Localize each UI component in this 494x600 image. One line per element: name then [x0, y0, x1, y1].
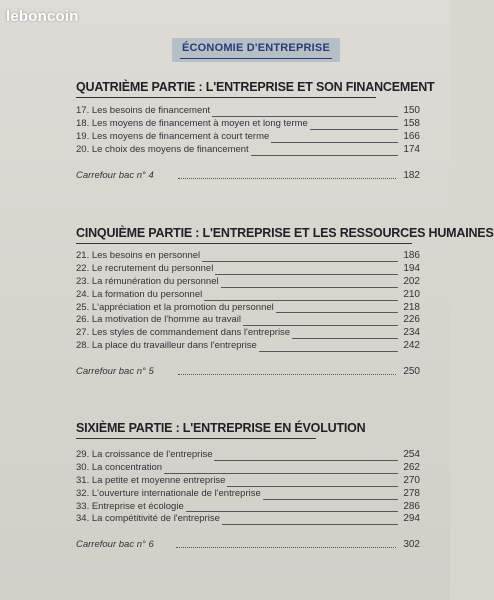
- carrefour-4: Carrefour bac n° 4 182: [76, 170, 420, 181]
- toc-list-5: [76, 250, 420, 353]
- toc-row: 24. La formation du personnel 210: [76, 288, 420, 300]
- part-rule-4: [76, 97, 376, 98]
- toc-row: 34. La compétitivité de l'entreprise 294: [76, 513, 420, 525]
- toc-row: 22. Le recrutement du personnel 194: [76, 262, 420, 274]
- toc-list-4: [76, 105, 420, 157]
- section-header-box: [172, 38, 340, 62]
- toc-row: 29. La croissance de l'entreprise 254: [76, 449, 420, 460]
- toc-row: 32. L'ouverture internationale de l'entreprise 278: [76, 487, 420, 499]
- toc-row: 18. Les moyens de financement à moyen et long terme 158: [76, 117, 420, 129]
- toc-row: 26. La motivation de l'homme au travail 226: [76, 314, 420, 326]
- toc-row: 17. Les besoins de financement 150: [76, 105, 420, 116]
- toc-list-6: [76, 449, 420, 526]
- part-title-4: QUATRIÈME PARTIE : L'ENTREPRISE ET SON FINANCEMENT: [76, 80, 435, 94]
- carrefour-6: Carrefour bac n° 6 302: [76, 539, 420, 550]
- toc-row: 31. La petite et moyenne entreprise 270: [76, 474, 420, 486]
- toc-row: 19. Les moyens de financement à court terme 166: [76, 130, 420, 142]
- part-title-5: CINQUIÈME PARTIE : L'ENTREPRISE ET LES RESSOURCES HUMAINES: [76, 226, 494, 240]
- toc-row: 27. Les styles de commandement dans l'entreprise 234: [76, 327, 420, 339]
- toc-row: 23. La rémunération du personnel 202: [76, 275, 420, 287]
- toc-row: 28. La place du travailleur dans l'entreprise 242: [76, 340, 420, 352]
- part-rule-6: [76, 438, 316, 439]
- leboncoin-watermark: leboncoin: [6, 8, 79, 25]
- toc-row: 20. Le choix des moyens de financement 174: [76, 143, 420, 155]
- toc-row: 21. Les besoins en personnel 186: [76, 250, 420, 261]
- toc-row: 25. L'appréciation et la promotion du personnel 218: [76, 301, 420, 313]
- toc-row: 33. Entreprise et écologie 286: [76, 500, 420, 512]
- carrefour-5: Carrefour bac n° 5 250: [76, 366, 420, 377]
- part-title-6: SIXIÈME PARTIE : L'ENTREPRISE EN ÉVOLUTION: [76, 421, 366, 435]
- toc-row: 30. La concentration 262: [76, 461, 420, 473]
- part-rule-5: [76, 243, 412, 244]
- section-title: ÉCONOMIE D'ENTREPRISE: [181, 42, 330, 54]
- section-title-underline: [180, 58, 332, 59]
